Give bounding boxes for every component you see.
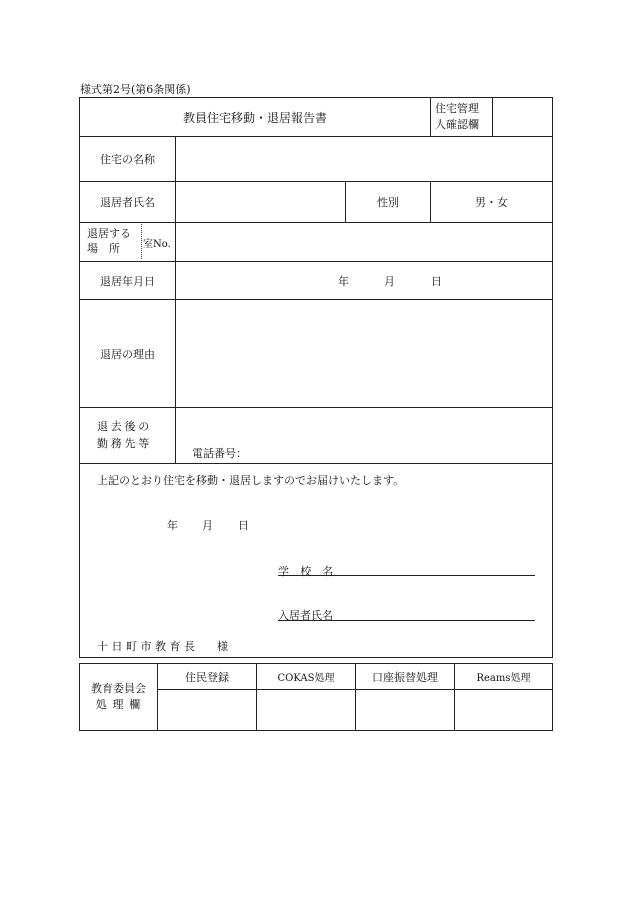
manager-box-label [435,101,479,133]
board-col-resident-registration: 住民登録 [185,670,229,684]
board-label-line1: 教育委員会 [91,682,146,695]
declaration-text: 上記のとおり住宅を移動・退居しますのでお届けいたします。 [97,474,405,487]
date-label: 退居年月日 [100,274,155,288]
workplace-label [97,418,152,452]
place-field[interactable] [177,224,551,260]
place-label-line1: 退居する [87,227,131,240]
place-label [87,226,131,256]
declaration-year-field[interactable] [130,512,164,534]
declaration-year-label: 年 [167,519,178,532]
form-title: 教員住宅移動・退居報告書 [182,110,327,125]
board-col-cokas: COKAS処理 [277,673,335,684]
manager-box-label-line1: 住宅管理 [435,102,479,115]
board-col-account-transfer: 口座振替処理 [372,670,438,684]
board-cokas-cell[interactable] [257,690,355,730]
applicant-name-underline [278,620,535,621]
manager-box-divider-left [430,98,431,136]
date-year-field[interactable] [290,266,334,294]
date-day-field[interactable] [398,266,428,294]
place-label-line2: 場 所 [87,242,120,255]
resident-name-field[interactable] [177,184,343,220]
board-account-transfer-cell[interactable] [356,690,454,730]
board-resident-registration-cell[interactable] [158,690,256,730]
housing-name-label: 住宅の名称 [100,153,155,166]
workplace-field[interactable] [177,409,551,439]
gender-label: 性別 [377,196,399,209]
school-name-underline [278,575,535,576]
workplace-label-line2: 勤務先等 [97,437,152,450]
phone-field[interactable] [252,440,550,462]
date-month-field[interactable] [352,266,382,294]
board-label-line2: 処 理 欄 [95,698,142,711]
housing-name-field[interactable] [177,139,551,179]
declaration-month-label: 月 [202,519,213,532]
date-year-label: 年 [338,275,349,288]
school-name-field[interactable] [340,558,534,576]
applicant-name-field[interactable] [340,602,534,620]
declaration-month-field[interactable] [178,512,200,534]
label-column-divider [175,136,176,463]
separator-resident [79,222,553,223]
applicant-name-label: 入居者氏名 [278,609,333,622]
separator-reason [79,407,553,408]
room-no-label: 室No. [143,239,171,250]
reason-label: 退居の理由 [100,347,155,361]
board-reams-cell[interactable] [455,690,552,730]
resident-name-label: 退居者氏名 [100,196,155,209]
gender-options[interactable]: 男・女 [475,196,508,209]
workplace-label-line1: 退去後の [97,420,152,433]
board-label [80,664,157,730]
date-month-label: 月 [384,275,395,288]
manager-box-label-line2: 人確認欄 [435,118,479,131]
phone-label: 電話番号： [192,447,247,460]
addressee: 十 日 町 市 教 育 長 様 [97,640,228,653]
form-number: 様式第2号(第6条関係) [80,83,191,96]
date-day-label: 日 [431,275,442,288]
board-col-reams: Reams処理 [476,673,531,684]
manager-box-divider-right [492,98,493,136]
reason-field[interactable] [177,302,551,405]
declaration-day-field[interactable] [214,512,236,534]
declaration-day-label: 日 [238,519,249,532]
room-dotted-divider [141,224,142,259]
school-name-label: 学 校 名 [278,565,338,578]
manager-stamp-field[interactable] [494,99,551,135]
separator-workplace [79,463,553,464]
